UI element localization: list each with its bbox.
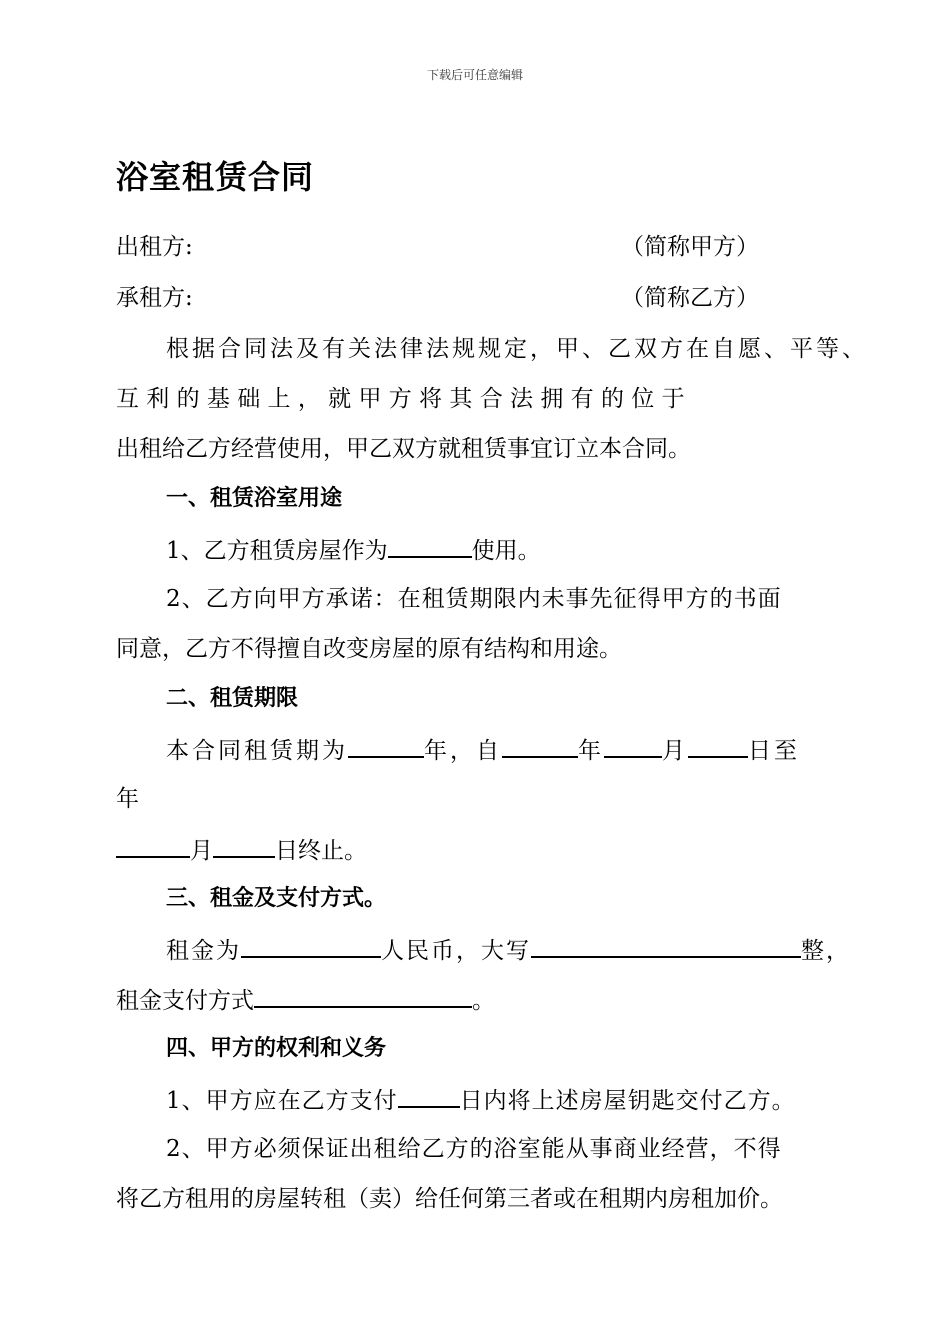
start-month-blank [604, 734, 662, 758]
rent-amount-blank [241, 934, 381, 958]
section1-item2-line1: 2、乙方向甲方承诺：在租赁期限内未事先征得甲方的书面 [166, 586, 782, 612]
intro-line-2: 互 利 的 基 础 上 ， 就 甲 方 将 其 合 法 拥 有 的 位 于 [116, 386, 685, 412]
section1-item2-line2: 同意，乙方不得擅自改变房屋的原有结构和用途。 [116, 636, 622, 662]
intro-line-3: 出租给乙方经营使用，甲乙双方就租赁事宜订立本合同。 [116, 436, 691, 462]
document-title: 浴室租赁合同 [116, 158, 315, 196]
start-year-unit: 年 [578, 738, 604, 764]
term-line-1 [166, 734, 800, 766]
rent-currency: 人民币，大写 [381, 938, 531, 964]
section4-item2-line2: 将乙方租用的房屋转租（卖）给任何第三者或在租期内房租加价。 [116, 1186, 783, 1212]
section4-item1-prefix: 1、甲方应在乙方支付 [166, 1088, 398, 1114]
rent-capital-blank [531, 934, 801, 958]
payment-suffix: 。 [472, 988, 495, 1014]
section2-heading: 二、租赁期限 [166, 686, 299, 711]
intro-line-1: 根据合同法及有关法律法规规定，甲、乙双方在自愿、平等、 [166, 336, 868, 362]
section4-item1 [166, 1084, 796, 1116]
rent-suffix: 整， [801, 938, 851, 964]
rent-prefix: 租金为 [166, 938, 241, 964]
lessor-alias: （简称甲方） [621, 234, 759, 260]
section4-heading: 四、甲方的权利和义务 [166, 1036, 387, 1061]
start-month-unit: 月 [662, 738, 688, 764]
term-years-blank [348, 734, 424, 758]
key-days-blank [398, 1084, 460, 1108]
term-years-unit: 年，自 [424, 738, 502, 764]
section4-item1-suffix: 日内将上述房屋钥匙交付乙方。 [459, 1088, 796, 1114]
rent-line [166, 934, 851, 966]
start-day-unit: 日至 [748, 738, 800, 764]
start-day-blank [688, 734, 748, 758]
lessee-line [116, 283, 759, 313]
end-month-blank [116, 834, 190, 858]
end-day-blank [213, 834, 275, 858]
lessee-alias: （简称乙方） [621, 285, 759, 311]
term-line-2: 年 [116, 786, 139, 812]
end-month-unit: 月 [190, 838, 213, 864]
section4-item2-line1: 2、甲方必须保证出租给乙方的浴室能从事商业经营，不得 [166, 1136, 782, 1162]
payment-method-blank [254, 984, 472, 1008]
lessor-line [116, 232, 759, 262]
header-note: 下载后可任意编辑 [426, 68, 523, 82]
end-day-unit: 日终止。 [275, 838, 367, 864]
term-line-3 [116, 834, 367, 866]
section3-heading: 三、租金及支付方式。 [166, 886, 387, 911]
usage-blank [388, 534, 472, 558]
start-year-blank [502, 734, 578, 758]
section1-item1-prefix: 1、乙方租赁房屋作为 [166, 538, 388, 564]
payment-line [116, 984, 495, 1016]
term-prefix: 本合同租赁期为 [166, 738, 348, 764]
lessee-label: 承租方: [116, 285, 193, 311]
payment-prefix: 租金支付方式 [116, 988, 254, 1014]
section1-heading: 一、租赁浴室用途 [166, 486, 343, 511]
lessor-label: 出租方: [116, 234, 193, 260]
section1-item1-suffix: 使用。 [471, 538, 541, 564]
section1-item1 [166, 534, 541, 566]
